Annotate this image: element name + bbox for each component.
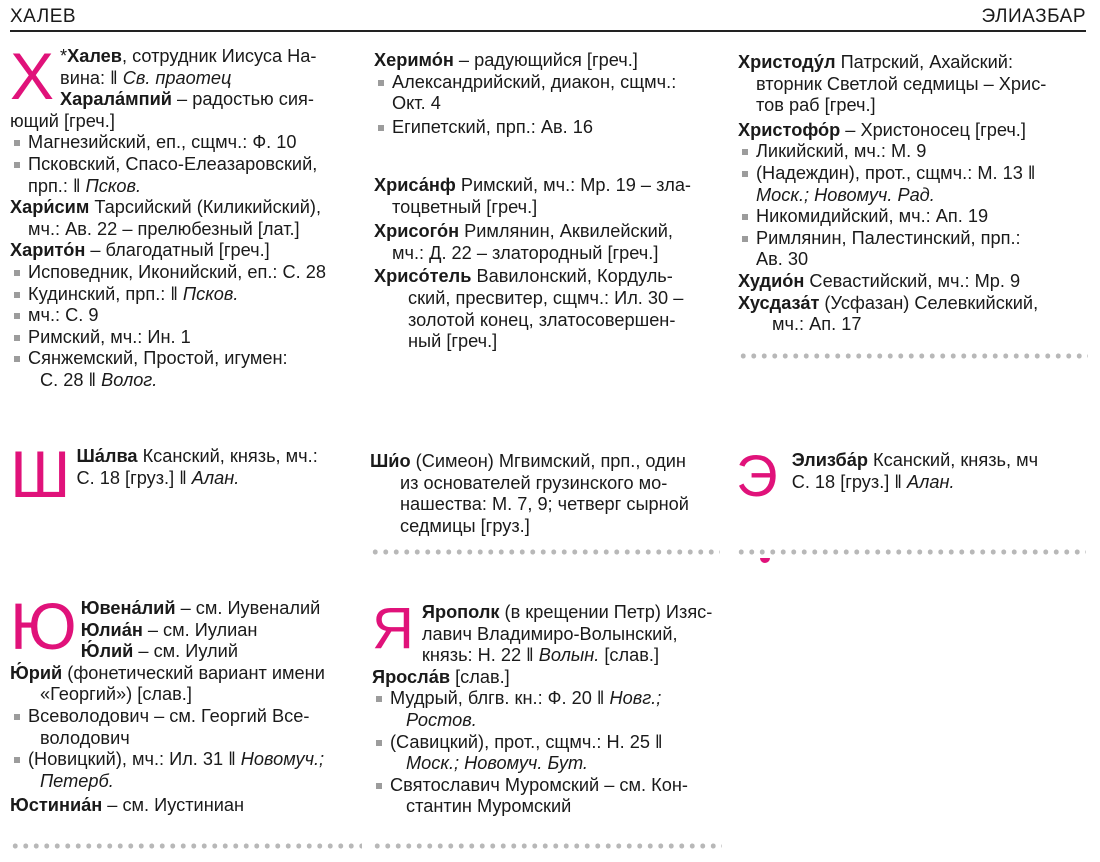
section-kh-col3: Христоду́л Патрский, Ахайский: вторник Светлой седмицы – Хрис- тов раб [греч.] Христофо́р – Христоносец [греч.] Ликийский, мч.: М. 9 (Надеждин), прот., сщмч.: М. 13 ‖ Моск.; Новомуч. Рад. Никомидийский, мч.: Ап. 19 Римлянин, Палестинский, прп.: Ав. 30 Худио́н Севастийский, мч.: Мр. 9 Хусдаза́т (Усфазан) Селевкийский, мч.: Ап. 17 [738, 52, 1086, 336]
dotted-divider [10, 842, 362, 850]
entry-khariton: Харито́н – благодатный [греч.] [10, 240, 270, 261]
list-item: Мудрый, блгв. кн.: Ф. 20 ‖ Новг.; [372, 688, 722, 710]
section-sh-col1: Ш Ша́лва Ксанский, князь, мч.: С. 18 [груз.] ‖ Алан. [10, 446, 360, 501]
list-item: Александрийский, диакон, сщмч.: [374, 72, 722, 94]
section-kh-col1: Х *Халев, сотрудник Иисуса На- вина: ‖ Св. праотец Харала́мпий – радостью сия- ющий [греч.] Магнезийский, еп., сщмч.: Ф. 10 Псковский, Спасо-Елеазаровский, прп.: ‖ Псков. Хари́сим Тарсийский (Киликийский), мч.: Ав. 22 – прелюбезный [лат.] Харито́н – благодатный [греч.] Исповедник, Иконийский, еп.: С. 28 Кудинский, прп.: ‖ Псков. мч.: С. 9 Римский, мч.: Ин. 1 Сянжемский, Простой, игумен: С. 28 ‖ Волог. [10, 46, 358, 392]
entry-kherimon: Херимо́н – радующийся [греч.] [374, 50, 638, 70]
entry-shio: Ши́о (Симеон) Мгвимский, прп., один [370, 451, 686, 471]
entry-yuriy: Ю́рий (фонетический вариант имени [10, 662, 325, 683]
entry-khudion: Худио́н Севастийский, мч.: Мр. 9 [738, 270, 1021, 291]
decorative-mark [760, 558, 770, 563]
entry-khalev: *Халев, сотрудник Иисуса На- [60, 46, 317, 66]
list-item: Римлянин, Палестинский, прп.: [738, 228, 1086, 250]
entry-kharalampiy: Харала́мпий – радостью сия- [60, 89, 314, 110]
drop-cap-ya: Я [372, 596, 414, 661]
entry-yuliy: Ю́лий – см. Иулий [80, 641, 238, 662]
entry-yuvenaliy: Ювена́лий – см. Иувеналий [80, 598, 321, 618]
list-item: Всеволодович – см. Георгий Все- [10, 706, 362, 728]
list-item: (Савицкий), прот., сщмч.: Н. 25 ‖ [372, 732, 722, 754]
drop-cap-yu: Ю [10, 589, 77, 663]
list-item: Ликийский, мч.: М. 9 [738, 141, 1086, 163]
list-item: Кудинский, прп.: ‖ Псков. [10, 284, 358, 306]
list-item: (Новицкий), мч.: Ил. 31 ‖ Новомуч.; [10, 749, 362, 771]
entry-yustinian: Юстиниа́н – см. Иустиниан [10, 795, 245, 816]
entry-kharisim: Хари́сим Тарсийский (Киликийский), [10, 197, 322, 218]
dotted-divider [372, 842, 722, 850]
section-ya-col2: Я Ярополк (в крещении Петр) Изяс- лавич Владимиро-Волынский, князь: Н. 22 ‖ Волын. [слав.] Яросла́в [слав.] Мудрый, блгв. кн.: Ф. 20 ‖ Новг.; Ростов. (Савицкий), прот., сщмч.: Н. 25 ‖ Моск.; Новомуч. Бут. Святославич Муромский – см. Кон- стантин Муромский [372, 602, 722, 818]
entry-yaropolk: Ярополк (в крещении Петр) Изяс- [421, 602, 713, 622]
entry-shalva: Ша́лва Ксанский, князь, мч.: [76, 446, 318, 466]
list-item: Святославич Муромский – см. Кон- [372, 775, 722, 797]
list-item: Псковский, Спасо-Елеазаровский, [10, 154, 358, 176]
drop-cap-e: Э [736, 444, 778, 509]
dotted-divider [738, 352, 1088, 360]
dotted-divider [736, 548, 1086, 556]
section-sh-col2: Ши́о (Симеон) Мгвимский, прп., один из основателей грузинского мо- нашества: М. 7, 9; четверг сырной седмицы [груз.] [370, 451, 720, 537]
list-item: Сянжемский, Простой, игумен: [10, 348, 358, 370]
entry-khrisogon: Хрисого́н Римлянин, Аквилейский, [374, 221, 673, 242]
section-e-col3: Э Элизба́р Ксанский, князь, мч С. 18 [груз.] ‖ Алан. [736, 450, 1086, 500]
dotted-divider [370, 548, 720, 556]
list-item: мч.: С. 9 [10, 305, 358, 327]
drop-cap-sh: Ш [10, 437, 71, 511]
section-yu-col1: Ю Ювена́лий – см. Иувеналий Юлиа́н – см. Иулиан Ю́лий – см. Иулий Ю́рий (фонетический вариант имени «Георгий») [слав.] Всеволодович – см. Георгий Все- володович (Новицкий), мч.: Ил. 31 ‖ Новомуч.; Петерб. Юстиниа́н – см. Иустиниан [10, 598, 362, 817]
running-head-left: ХАЛЕВ [10, 6, 77, 27]
list-item: Римский, мч.: Ин. 1 [10, 327, 358, 349]
entry-khrisanf: Хриса́нф Римский, мч.: Мр. 19 – зла- [374, 175, 691, 195]
section-kh-col2: Херимо́н – радующийся [греч.] Александрийский, диакон, сщмч.: Окт. 4 Египетский, прп.: Ав. 16 [374, 50, 722, 138]
drop-cap-kh: Х [10, 39, 55, 113]
running-head [10, 4, 1086, 32]
list-item: Никомидийский, мч.: Ап. 19 [738, 206, 1086, 228]
list-item: Египетский, прп.: Ав. 16 [374, 117, 722, 139]
entry-khrisotel: Хрисо́тель Вавилонский, Кордуль- [374, 266, 673, 287]
list-item: Исповедник, Иконийский, еп.: С. 28 [10, 262, 358, 284]
entry-yaroslav: Яросла́в [слав.] [372, 666, 510, 687]
entry-khusdazat: Хусдаза́т (Усфазан) Селевкийский, [738, 292, 1039, 313]
list-item: (Надеждин), прот., сщмч.: М. 13 ‖ [738, 163, 1086, 185]
entry-khristodul: Христоду́л Патрский, Ахайский: [738, 52, 1013, 72]
entry-elizbar: Элизба́р Ксанский, князь, мч [791, 450, 1039, 470]
entry-yulian: Юлиа́н – см. Иулиан [80, 619, 258, 640]
section-kh-col2b: Хриса́нф Римский, мч.: Мр. 19 – зла- тоцветный [греч.] Хрисого́н Римлянин, Аквилейский, мч.: Д. 22 – златородный [греч.] Хрисо́тель Вавилонский, Кордуль- ский, пресвитер, сщмч.: Ил. 30 – золотой конец, златосовершен- ный [греч.] [374, 175, 722, 353]
entry-khristofor: Христофо́р – Христоносец [греч.] [738, 119, 1026, 140]
list-item: Магнезийский, еп., сщмч.: Ф. 10 [10, 132, 358, 154]
running-head-right: ЭЛИАЗБАР [981, 6, 1086, 27]
